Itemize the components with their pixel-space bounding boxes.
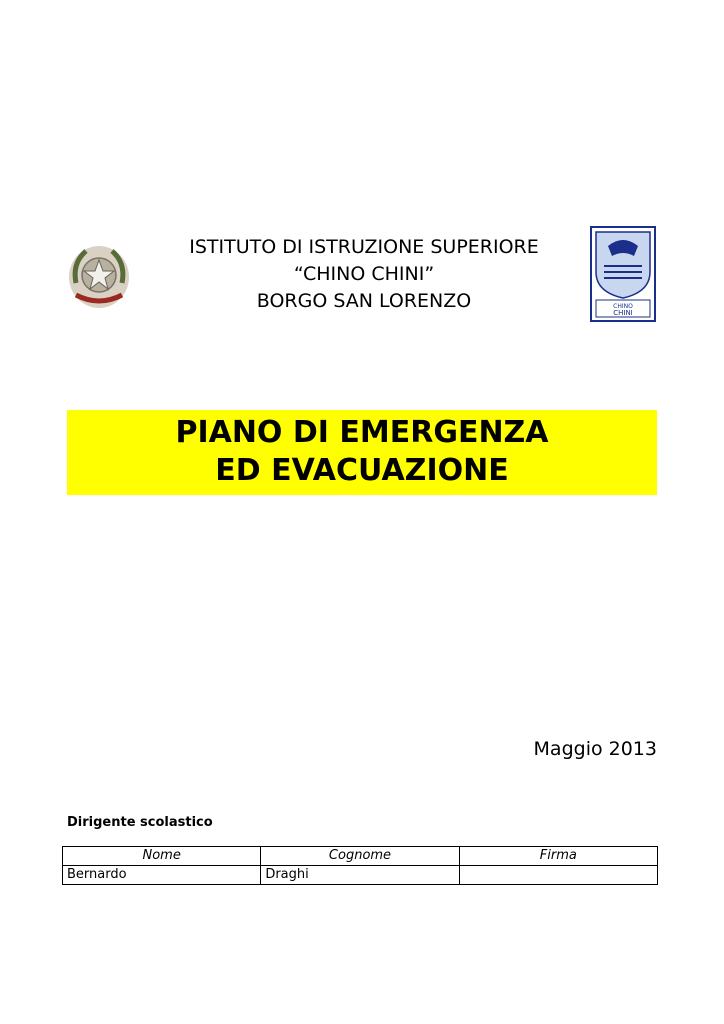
document-title	[67, 414, 657, 490]
emblem-of-italy-icon	[66, 243, 132, 311]
title-line-2: ED EVACUAZIONE	[215, 453, 509, 488]
header-cognome: Cognome	[261, 847, 459, 866]
school-crest-icon	[590, 226, 656, 322]
header-line-2: “CHINO CHINI”	[293, 263, 435, 285]
signature-table	[62, 846, 658, 885]
title-line-1: PIANO DI EMERGENZA	[175, 415, 549, 450]
cell-firma	[459, 866, 657, 885]
cell-cognome: Draghi	[261, 866, 459, 885]
header-nome: Nome	[63, 847, 261, 866]
header-line-3: BORGO SAN LORENZO	[256, 290, 472, 312]
header-firma: Firma	[459, 847, 657, 866]
school-header	[140, 234, 588, 315]
header-line-1: ISTITUTO DI ISTRUZIONE SUPERIORE	[189, 236, 539, 258]
table-header-row	[63, 847, 658, 866]
crest-text-top: CHINO	[613, 303, 633, 310]
section-label: Dirigente scolastico	[67, 815, 213, 830]
table-row	[63, 866, 658, 885]
crest-text-bottom: CHINI	[613, 309, 633, 317]
cell-nome: Bernardo	[63, 866, 261, 885]
document-date: Maggio 2013	[533, 738, 657, 760]
